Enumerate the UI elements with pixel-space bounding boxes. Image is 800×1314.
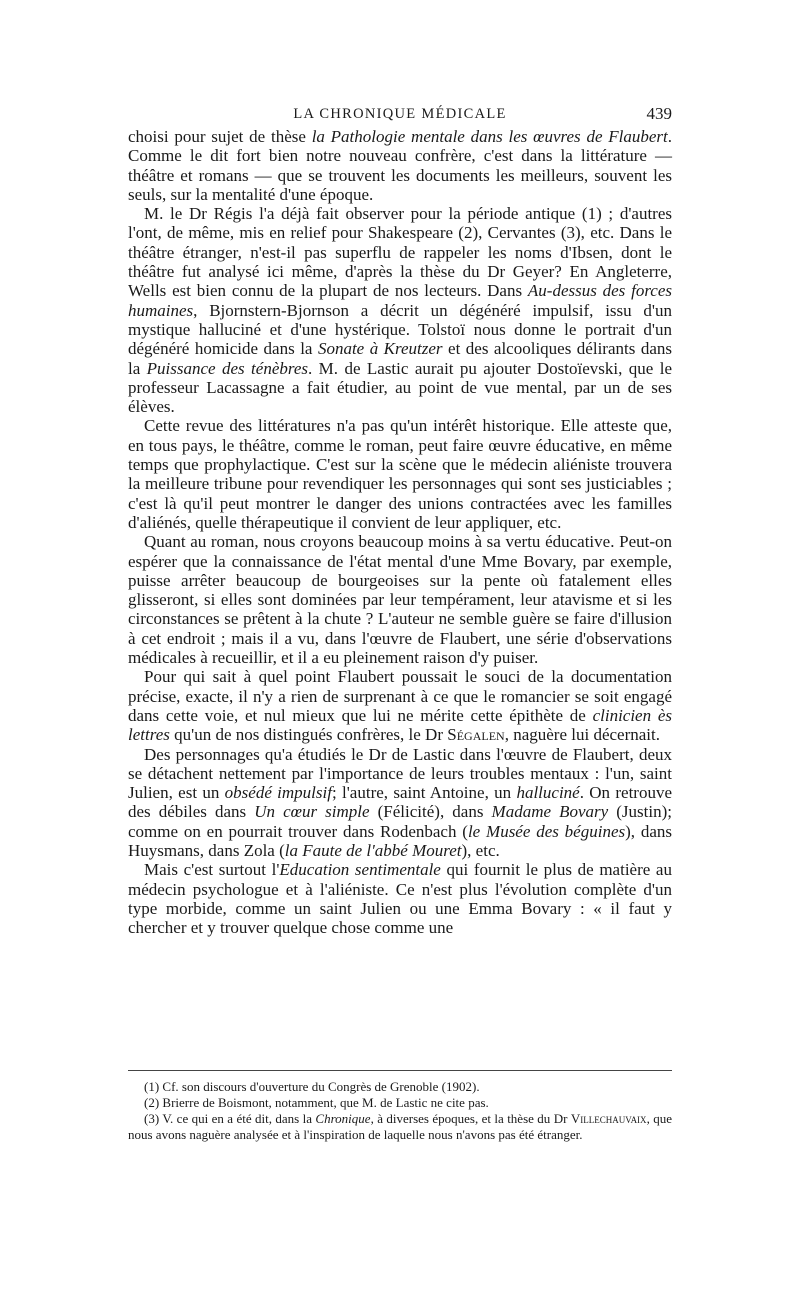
italic-text: Puissance des ténèbres — [146, 358, 309, 378]
paragraph — [128, 667, 672, 744]
text-run: . On retrouve des débiles dans — [128, 783, 672, 822]
text-run: (2) Brierre de Boismont, notamment, que M. de Lastic ne cite pas. — [144, 1095, 489, 1110]
text-run: , que nous avons naguère analysée et à l'inspiration de laquelle nous n'avons pas été étranger. — [128, 1111, 672, 1142]
small-caps-name: Ségalen — [447, 725, 505, 745]
text-run: (Justin); comme on en pourrait trouver dans Rodenbach ( — [128, 802, 672, 841]
text-run: M. le Dr Régis l'a déjà fait observer pour la période antique (1) ; d'autres l'ont, de même, mis en relief pour Shakespeare (2), Cervantes (3), etc. Dans le théâtre étranger, n'est-il pas superflu de rappeler les noms d'Ibsen, dont le théâtre fut analysé ici même, d'après la thèse du Dr Geyer? En Angleterre, Wells est bien connu de la plupart de nos lecteurs. Dans — [128, 204, 672, 301]
paragraph — [128, 127, 672, 204]
paragraph — [128, 860, 672, 937]
text-run: Cette revue des littératures n'a pas qu'un intérêt historique. Elle atteste que, en tous pays, le théâtre, comme le roman, peut faire œuvre éducative, en même temps que prophylactique. C'est sur la scène que le médecin aliéniste trouvera la meilleure tribune pour revendiquer les personnages qui sont ses justiciables ; c'est là qu'il peut montrer le danger des unions contractées avec les familles d'aliénés, quelle thérapeutique il convient de leur appliquer, etc. — [128, 416, 672, 532]
italic-text: Au-dessus des forces humaines — [128, 281, 673, 320]
text-run: ), etc. — [461, 840, 500, 860]
paragraph — [128, 416, 672, 532]
italic-text: halluciné — [516, 783, 580, 803]
text-run: , naguère lui décernait. — [504, 725, 660, 745]
paragraph — [128, 532, 672, 667]
header-title: LA CHRONIQUE MÉDICALE — [293, 106, 507, 122]
italic-text: Chronique — [315, 1111, 371, 1126]
italic-text: Education sentimentale — [279, 860, 441, 880]
text-run: (3) V. ce qui en a été dit, dans la — [144, 1111, 316, 1126]
text-run: qui fournit le plus de matière au médecin psychologue et à l'aliéniste. Ce n'est plus l'évolution complète d'un type morbide, comme un saint Julien ou une Emma Bovary : « il faut y chercher et y trouver quelque chose comme une — [128, 860, 672, 938]
page-number: 439 — [646, 104, 672, 123]
text-run: et des alcooliques délirants dans la — [128, 339, 672, 378]
italic-text: obsédé impulsif — [224, 783, 332, 803]
italic-text: la Pathologie mentale dans les œuvres de Flaubert — [311, 127, 668, 146]
text-run: . Comme le dit fort bien notre nouveau confrère, c'est dans la littérature — théâtre et romans — que se trouvent les documents les meilleurs, souvent les seuls, sur la mentalité d'une époque. — [128, 127, 672, 204]
footnote — [128, 1111, 672, 1143]
paragraph — [128, 204, 672, 416]
footnotes — [128, 1079, 672, 1143]
italic-text: la Faute de l'abbé Mouret — [284, 840, 462, 860]
text-run: , Bjornstern-Bjornson a décrit un dégénéré impulsif, issu d'un mystique halluciné et d'une hystérique. Tolstoï nous donne le portrait d'un dégénéré homicide dans la — [128, 300, 672, 359]
italic-text: le Musée des béguines — [467, 821, 626, 841]
text-run: , à diverses époques, et la thèse du Dr — [370, 1111, 571, 1126]
text-run: (1) Cf. son discours d'ouverture du Congrès de Grenoble (1902). — [144, 1079, 480, 1094]
footnote — [128, 1095, 672, 1111]
text-run: ; l'autre, saint Antoine, un — [331, 783, 517, 803]
text-run: Mais c'est surtout l' — [144, 860, 280, 880]
footnote-divider — [128, 1070, 672, 1071]
text-run: (Félicité), dans — [369, 802, 492, 822]
small-caps-name: Villechauvaix — [570, 1111, 647, 1126]
text-run: choisi pour sujet de thèse — [128, 127, 312, 146]
body-text — [128, 127, 672, 937]
italic-text: Un cœur simple — [254, 802, 370, 822]
italic-text: Sonate à Kreutzer — [317, 339, 443, 359]
text-run: Des personnages qu'a étudiés le Dr de Lastic dans l'œuvre de Flaubert, deux se détachent nettement par l'importance de leurs troubles mentaux : l'un, saint Julien, est un — [128, 744, 672, 803]
italic-text: Madame Bovary — [491, 802, 609, 822]
text-run: ), dans Huysmans, dans Zola ( — [128, 821, 672, 860]
italic-text: clinicien ès lettres — [128, 705, 672, 745]
text-run: qu'un de nos distingués confrères, le Dr — [169, 725, 448, 745]
paragraph — [128, 745, 672, 861]
footnote — [128, 1079, 672, 1095]
text-run: . M. de Lastic aurait pu ajouter Dostoïevski, que le professeur Lacassagne a fait étudier, au point de vue mental, par un de ses élèves. — [128, 358, 672, 417]
text-run: Quant au roman, nous croyons beaucoup moins à sa vertu éducative. Peut-on espérer que la connaissance de l'état mental d'une Mme Bovary, par exemple, puisse arrêter beaucoup de bourgeoises sur la pente où fatalement elles glisseront, si elles sont dominées par leur tempérament, leur atavisme et si les circonstances se prêtent à la chute ? L'auteur ne semble guère se faire d'illusion à cet endroit ; mais il a vu, dans l'œuvre de Flaubert, une série d'observations médicales à recueillir, et il a eu pleinement raison d'y puiser. — [128, 532, 672, 668]
text-run: Pour qui sait à quel point Flaubert poussait le souci de la documentation précise, exacte, il n'y a rien de surprenant à ce que le romancier se soit engagé dans cette voie, et nul mieux que lui ne mérite cette épithète de — [128, 667, 672, 725]
